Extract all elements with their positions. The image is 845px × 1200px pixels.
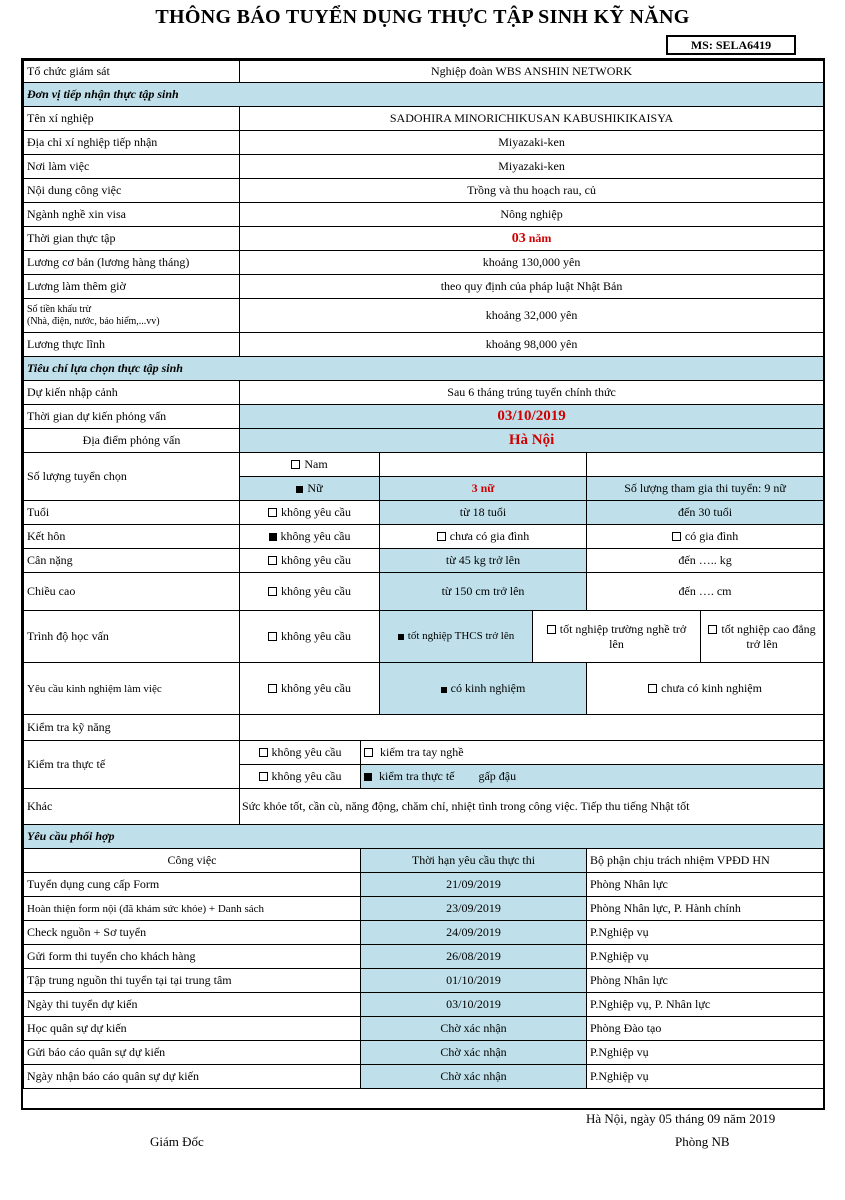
coord-deadline: Chờ xác nhận [361,1017,587,1041]
checkbox-empty-icon[interactable] [268,556,277,565]
org-value: Nghiệp đoàn WBS ANSHIN NETWORK [240,61,824,83]
field-label: Kết hôn [24,525,240,549]
option-label: không yêu cầu [281,584,351,598]
coord-row [24,969,824,993]
field-label: Lương cơ bản (lương hàng tháng) [24,251,240,275]
checkbox-filled-icon[interactable] [441,687,447,693]
field-value: SADOHIRA MINORICHIKUSAN KABUSHIKIKAISYA [240,107,824,131]
coord-task: Hoàn thiện form nội (đã khám sức khỏe) + Danh sách [24,897,361,921]
marriage-single-option[interactable] [380,525,587,549]
option-label: tốt nghiệp trường nghề trở lên [559,621,687,651]
section-header [24,83,824,107]
footer-department: Phòng NB [675,1134,730,1149]
height-none-option[interactable] [240,573,380,611]
field-label: Chiều cao [24,573,240,611]
education-none-option[interactable] [240,611,380,663]
field-value: Nông nghiệp [240,203,824,227]
deduction-row [24,299,824,333]
checkbox-empty-icon[interactable] [672,532,681,541]
coord-dept: Phòng Nhân lực [587,873,824,897]
footer-director: Giám Đốc [150,1134,204,1149]
checkbox-empty-icon[interactable] [708,625,717,634]
field-value: Sau 6 tháng trúng tuyển chính thức [240,381,824,405]
section-header [24,825,824,849]
company-row [24,155,824,179]
field-label: Kiểm tra kỹ năng [24,715,240,741]
company-row [24,131,824,155]
option-label: không yêu cầu [280,529,351,543]
checkbox-filled-icon[interactable] [296,486,303,493]
skill-test-row [24,715,824,741]
coord-dept: P.Nghiệp vụ [587,921,824,945]
checkbox-filled-icon[interactable] [398,634,404,640]
checkbox-empty-icon[interactable] [268,587,277,596]
education-vocational-option[interactable] [533,611,701,663]
duration-unit: năm [528,230,552,245]
option-label: không yêu cầu [281,505,351,519]
deduction-label [24,299,240,333]
checkbox-empty-icon[interactable] [268,508,277,517]
field-label: Địa chỉ xí nghiệp tiếp nhận [24,131,240,155]
practical-test-note: gấp đậu [478,769,517,783]
coord-dept: Phòng Nhân lực, P. Hành chính [587,897,824,921]
field-label: Tên xí nghiệp [24,107,240,131]
coord-deadline: 01/10/2019 [361,969,587,993]
salary-row [24,275,824,299]
option-label: kiểm tra tay nghề [380,745,464,759]
coord-dept: P.Nghiệp vụ [587,1065,824,1089]
checkbox-filled-icon[interactable] [364,773,372,781]
coord-row [24,897,824,921]
document-title: THÔNG BÁO TUYỂN DỤNG THỰC TẬP SINH KỸ NĂNG [155,6,690,28]
net-salary-row [24,333,824,357]
weight-from: từ 45 kg trở lên [380,549,587,573]
male-participants [587,453,824,477]
education-college-option[interactable] [701,611,824,663]
checkbox-empty-icon[interactable] [648,684,657,693]
org-row [24,61,824,83]
section-title: Đơn vị tiếp nhận thực tập sinh [24,83,824,107]
coord-task: Ngày nhận báo cáo quân sự dự kiến [24,1065,361,1089]
female-label: Nữ [307,481,323,495]
field-value: khoảng 130,000 yên [240,251,824,275]
section-title: Tiêu chí lựa chọn thực tập sinh [24,357,824,381]
checkbox-empty-icon[interactable] [437,532,446,541]
field-label: Dự kiến nhập cảnh [24,381,240,405]
weight-none-option[interactable] [240,549,380,573]
experience-none-option[interactable] [240,663,380,715]
marriage-row [24,525,824,549]
field-label: Địa điểm phỏng vấn [24,429,240,453]
education-row [24,611,824,663]
deduction-label-line1: Số tiền khấu trừ [27,303,92,315]
coord-task: Ngày thi tuyển dự kiến [24,993,361,1017]
coord-dept: Phòng Đào tạo [587,1017,824,1041]
marriage-married-option[interactable] [587,525,824,549]
field-value: theo quy định của pháp luật Nhật Bản [240,275,824,299]
experience-yes-option[interactable] [380,663,587,715]
option-label: không yêu cầu [271,745,342,759]
org-label: Tổ chức giám sát [24,61,240,83]
interview-place: Hà Nội [240,429,824,453]
quantity-row [24,453,824,477]
option-label: không yêu cầu [281,629,351,643]
coord-deadline: 21/09/2019 [361,873,587,897]
coord-dept: P.Nghiệp vụ, P. Nhân lực [587,993,824,1017]
interview-place-row [24,429,824,453]
coord-row [24,873,824,897]
practical-skill-option[interactable] [361,741,824,765]
field-label: Kiểm tra thực tế [24,741,240,789]
company-row [24,203,824,227]
practical-row [24,741,824,765]
education-secondary-option[interactable] [380,611,533,663]
option-label: kiểm tra thực tế [379,769,455,783]
option-label: có gia đình [684,529,739,543]
field-label: Trình độ học vấn [24,611,240,663]
field-value: Miyazaki-ken [240,131,824,155]
coord-dept: P.Nghiệp vụ [587,945,824,969]
field-label: Cân nặng [24,549,240,573]
male-option[interactable] [240,453,380,477]
coord-row [24,945,824,969]
field-label: Nội dung công việc [24,179,240,203]
coord-header-task: Công việc [24,849,361,873]
duration-number: 03 [511,230,526,246]
checkbox-empty-icon[interactable] [547,625,556,634]
coord-task: Tập trung nguồn thi tuyển tại tại trung tâm [24,969,361,993]
practical-none-option[interactable] [240,741,361,765]
field-label: Lương làm thêm giờ [24,275,240,299]
option-label: chưa có gia đình [449,529,530,543]
female-count: 3 nữ [380,477,587,501]
footer-date: Hà Nội, ngày 05 tháng 09 năm 2019 [586,1111,776,1126]
field-label: Số lượng tuyển chọn [24,453,240,501]
female-option[interactable] [240,477,380,501]
field-value: Trồng và thu hoạch rau, củ [240,179,824,203]
experience-no-option[interactable] [587,663,824,715]
entry-row [24,381,824,405]
height-row [24,573,824,611]
field-label: Lương thực lĩnh [24,333,240,357]
participants-count: Số lượng tham gia thi tuyển: 9 nữ [587,477,824,501]
option-label: không yêu cầu [271,769,342,783]
option-label: không yêu cầu [281,681,351,695]
height-from: từ 150 cm trở lên [380,573,587,611]
checkbox-filled-icon[interactable] [269,533,277,541]
checkbox-empty-icon[interactable] [268,632,277,641]
field-label: Nơi làm việc [24,155,240,179]
checkbox-empty-icon[interactable] [268,684,277,693]
checkbox-empty-icon[interactable] [291,460,300,469]
duration-row [24,227,824,251]
option-label: không yêu cầu [281,553,351,567]
interview-time-row [24,405,824,429]
field-label: Yêu cầu kinh nghiệm làm việc [24,663,240,715]
marriage-none-option[interactable] [240,525,380,549]
age-from: từ 18 tuổi [380,501,587,525]
age-none-option[interactable] [240,501,380,525]
company-row [24,107,824,131]
coord-deadline: 24/09/2019 [361,921,587,945]
checkbox-empty-icon[interactable] [259,772,268,781]
coord-row [24,1065,824,1089]
duration-label: Thời gian thực tập [24,227,240,251]
field-label: Thời gian dự kiến phỏng vấn [24,405,240,429]
coord-header-deadline: Thời hạn yêu cầu thực thi [361,849,587,873]
practical-none-option[interactable] [240,765,361,789]
deduction-label-line2: (Nhà, điện, nước, bảo hiểm,...vv) [27,315,160,327]
coord-deadline: 26/08/2019 [361,945,587,969]
option-label: chưa có kinh nghiệm [661,681,762,695]
checkbox-empty-icon[interactable] [364,748,373,757]
age-row [24,501,824,525]
checkbox-empty-icon[interactable] [259,748,268,757]
experience-row [24,663,824,715]
company-row [24,179,824,203]
coord-row [24,993,824,1017]
weight-row [24,549,824,573]
option-label: tốt nghiệp cao đẳng trở lên [721,621,816,651]
recruitment-table [23,60,824,1089]
coord-task: Gửi báo cáo quân sự dự kiến [24,1041,361,1065]
male-count [380,453,587,477]
other-row [24,789,824,825]
coord-task: Gửi form thi tuyển cho khách hàng [24,945,361,969]
coord-row [24,1041,824,1065]
coord-task: Check nguồn + Sơ tuyển [24,921,361,945]
coord-row [24,921,824,945]
coord-deadline: Chờ xác nhận [361,1041,587,1065]
salary-row [24,251,824,275]
option-label: tốt nghiệp THCS trở lên [407,630,515,642]
coord-deadline: Chờ xác nhận [361,1065,587,1089]
duration-value [240,227,824,251]
coord-dept: P.Nghiệp vụ [587,1041,824,1065]
field-label: Ngành nghề xin visa [24,203,240,227]
coord-header-dept: Bộ phận chịu trách nhiệm VPĐD HN [587,849,824,873]
coord-header-row [24,849,824,873]
field-label: Tuổi [24,501,240,525]
practical-test-option[interactable] [361,765,824,789]
skill-test-value [240,715,824,741]
section-title: Yêu cầu phối hợp [24,825,824,849]
coord-dept: Phòng Nhân lực [587,969,824,993]
coord-task: Học quân sự dự kiến [24,1017,361,1041]
male-label: Nam [304,457,328,471]
field-value: khoảng 98,000 yên [240,333,824,357]
other-value: Sức khỏe tốt, cần cù, năng động, chăm chỉ, nhiệt tình trong công việc. Tiếp thu tiếng Nhật tốt [240,789,824,825]
age-to: đến 30 tuổi [587,501,824,525]
option-label: có kinh nghiệm [450,681,526,695]
coord-deadline: 23/09/2019 [361,897,587,921]
field-label: Khác [24,789,240,825]
coord-deadline: 03/10/2019 [361,993,587,1017]
coord-row [24,1017,824,1041]
deduction-value: khoảng 32,000 yên [240,299,824,333]
field-value: Miyazaki-ken [240,155,824,179]
height-to: đến …. cm [587,573,824,611]
weight-to: đến ….. kg [587,549,824,573]
interview-date: 03/10/2019 [240,405,824,429]
coord-task: Tuyển dụng cung cấp Form [24,873,361,897]
section-header [24,357,824,381]
document-code: MS: SELA6419 [666,35,796,55]
